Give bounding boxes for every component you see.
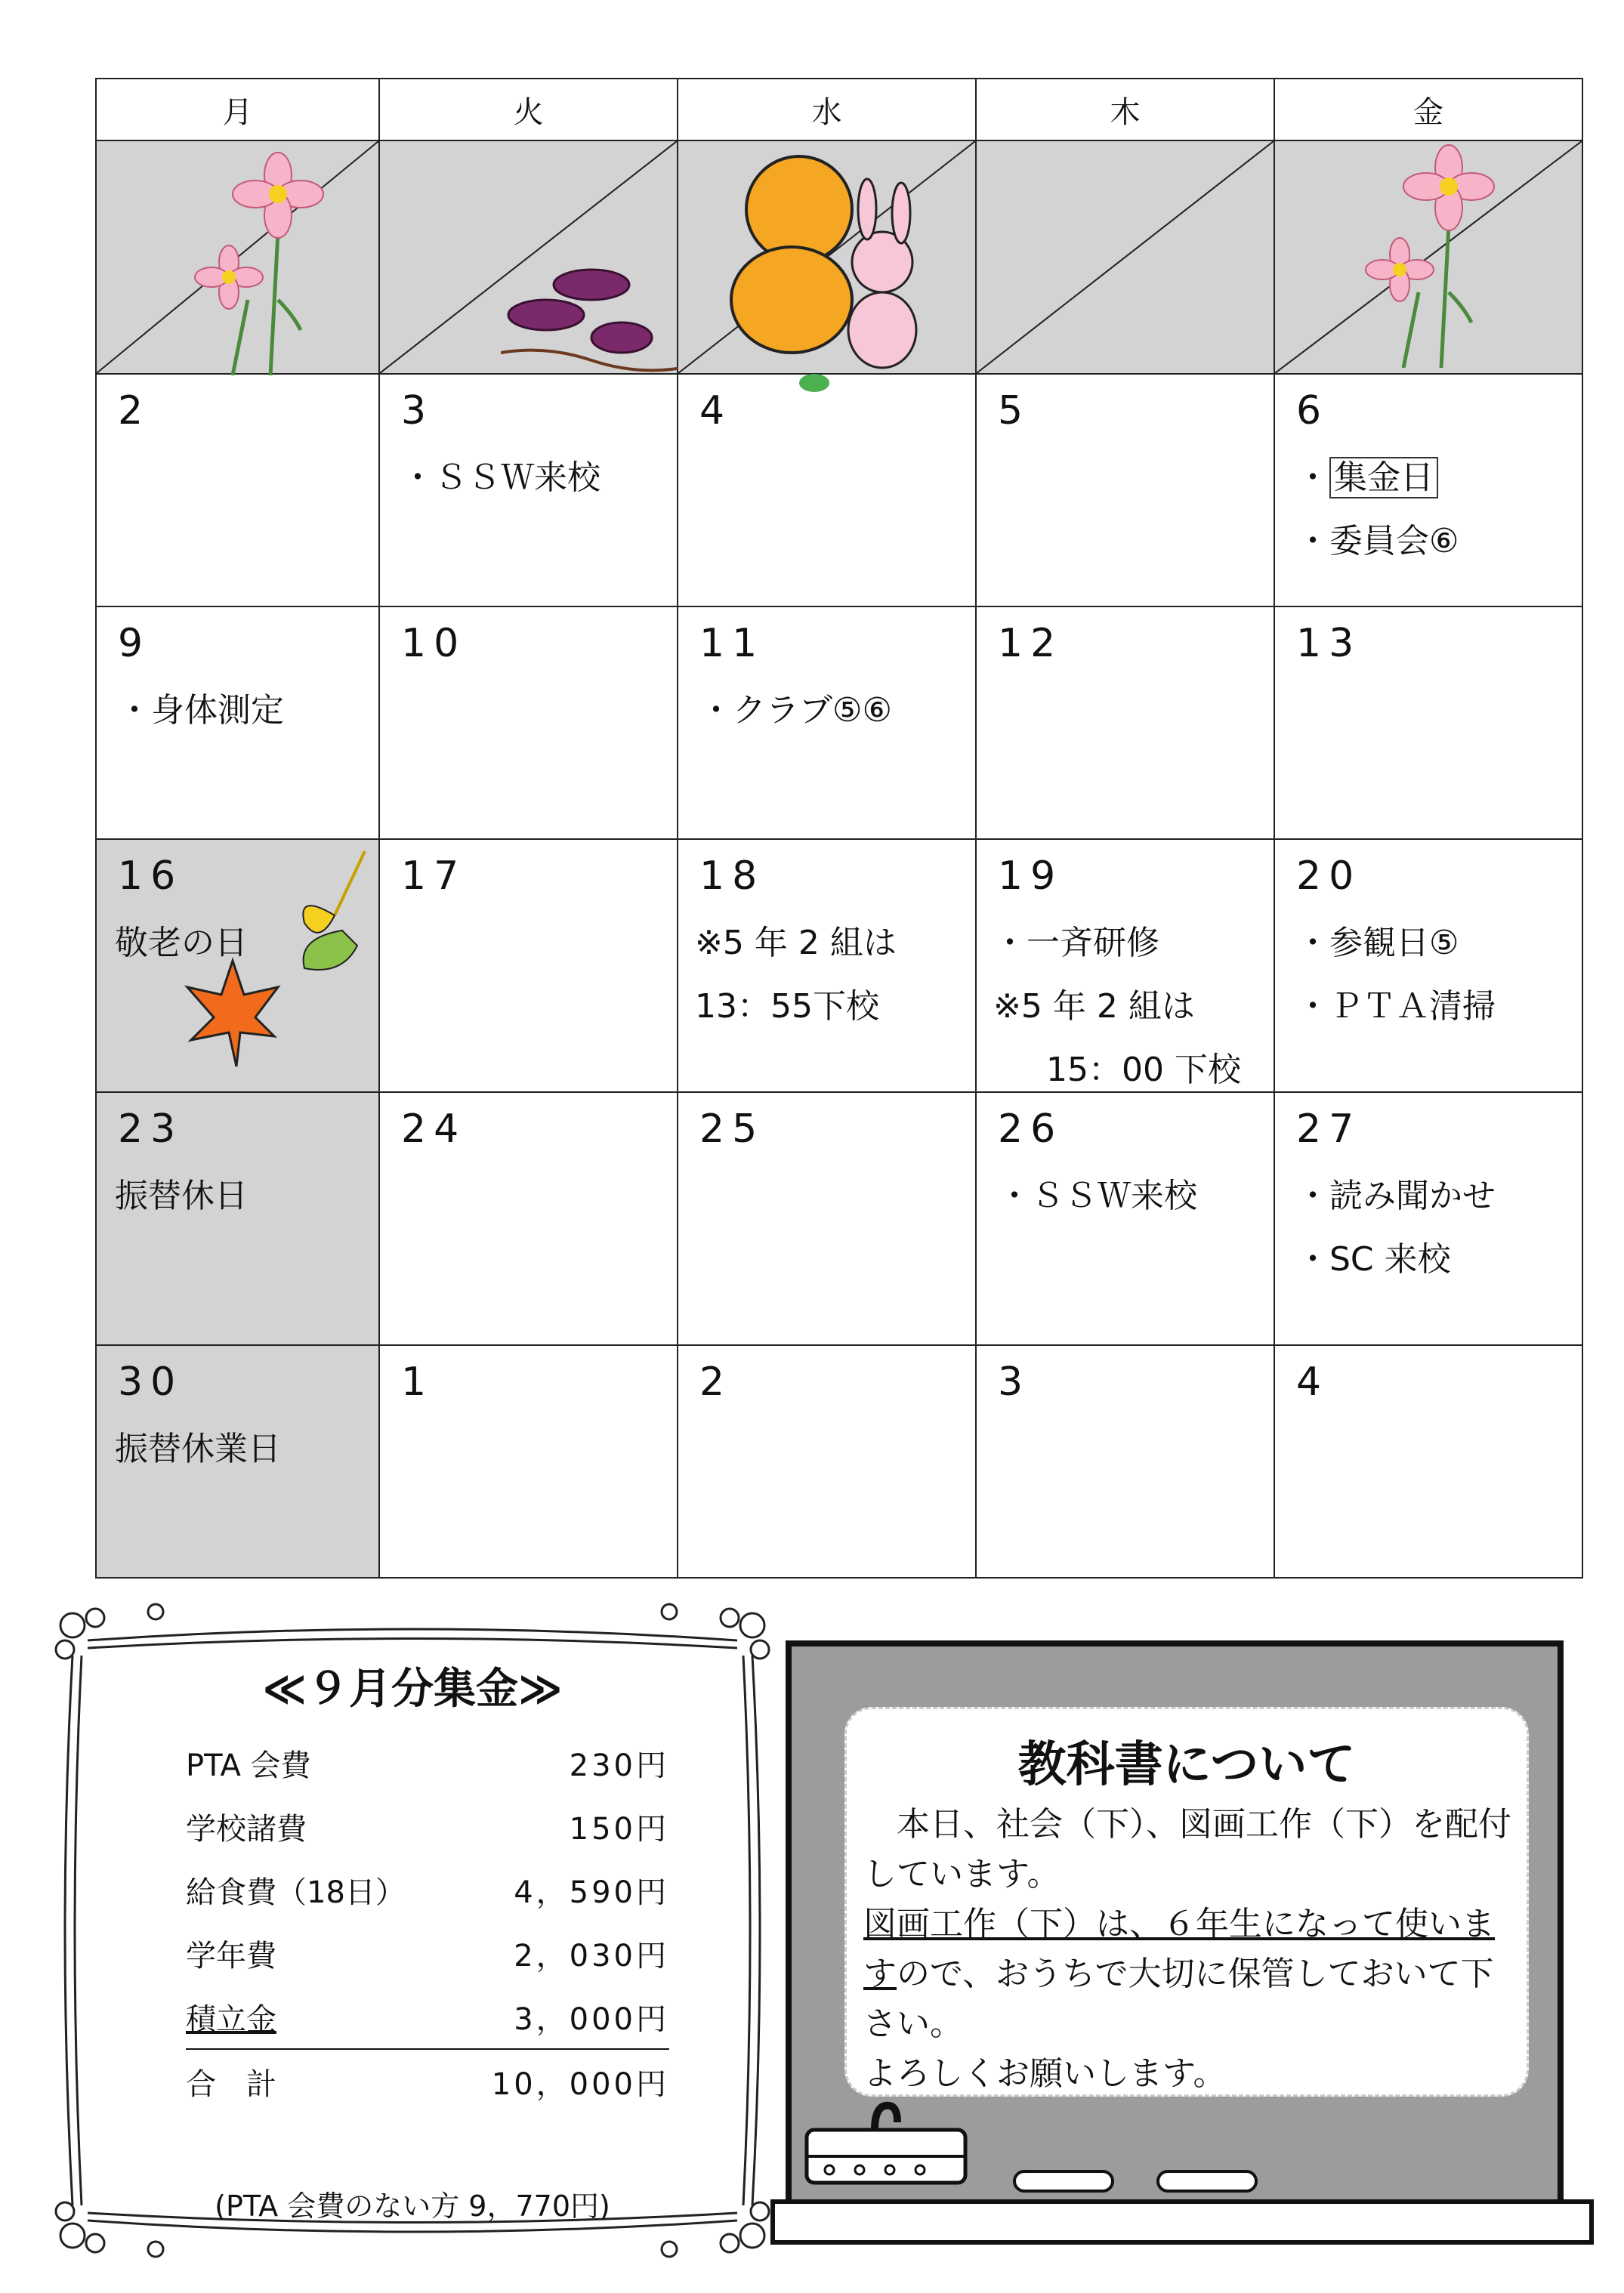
calendar-table	[95, 78, 1583, 1579]
event-text: ・ＰＴＡ清掃	[1296, 987, 1496, 1026]
day-number: 6	[1296, 388, 1329, 434]
collection-table	[186, 1731, 669, 2113]
day-number: 4	[1296, 1359, 1329, 1405]
chalk-tray	[770, 2199, 1594, 2245]
day-cell	[976, 1092, 1274, 1345]
eraser-icon	[799, 2100, 973, 2190]
week-row	[96, 1092, 1582, 1345]
chalk-icon	[1011, 2168, 1116, 2198]
day-cell	[379, 1092, 678, 1345]
day-number: 3	[998, 1359, 1031, 1405]
day-cell	[678, 606, 976, 839]
weekday-tue: 火	[379, 79, 678, 140]
day-cell	[976, 374, 1274, 606]
event-list	[993, 912, 1241, 1102]
notice-line: ので、おうちで大切に保管しておいて下さい。	[863, 1955, 1494, 2043]
event-text: ・委員会⑥	[1296, 522, 1459, 560]
fee-amount: 150円	[569, 1811, 669, 1847]
fee-label: 学年費	[186, 1938, 276, 1974]
day-cell	[1274, 839, 1582, 1092]
fee-label: 学校諸費	[186, 1811, 307, 1847]
weekday-wed: 水	[678, 79, 976, 140]
event-bullet: ・	[1296, 458, 1329, 497]
day-cell	[976, 1345, 1274, 1578]
empty-cell	[678, 140, 976, 374]
table-row	[186, 1921, 669, 1985]
day-cell	[379, 839, 678, 1092]
ginkgo-leaf-icon	[289, 847, 376, 983]
event-list	[695, 912, 897, 1038]
day-number: 11	[699, 621, 765, 666]
day-number: 25	[699, 1106, 765, 1152]
empty-cell	[379, 140, 678, 374]
notice-underlined-text: 図画工作（下）は、６年生になって使います	[863, 1905, 1495, 1993]
event-list	[1296, 912, 1496, 1038]
notice-paper	[844, 1707, 1529, 2097]
event-list	[401, 446, 601, 510]
fee-label: 積立金	[186, 2001, 276, 2037]
table-row	[186, 1985, 669, 2049]
day-cell	[678, 1092, 976, 1345]
table-row	[186, 1858, 669, 1921]
notice-title: 教科書について	[1017, 1737, 1356, 1793]
day-number: 13	[1296, 621, 1362, 666]
event-list	[699, 679, 892, 742]
fee-label: PTA 会費	[186, 1748, 311, 1783]
fee-amount: 230円	[569, 1748, 669, 1783]
bear-rabbit-icon	[709, 149, 965, 398]
event-text: ・身体測定	[118, 691, 284, 730]
notice-line: 本日、社会（下）、図画工作（下）を配付しています。	[863, 1805, 1511, 1893]
holiday-name: 振替休日	[115, 1177, 248, 1215]
day-number: 23	[118, 1106, 184, 1152]
total-amount: 10，000円	[453, 2049, 669, 2113]
day-cell	[976, 839, 1274, 1092]
event-text: ・クラブ⑤⑥	[699, 691, 892, 730]
day-number: 30	[118, 1359, 184, 1405]
day-cell	[976, 606, 1274, 839]
holiday-cell	[96, 839, 379, 1092]
event-text: ・参観日⑤	[1296, 924, 1459, 962]
day-number: 16	[118, 853, 184, 899]
day-number: 10	[401, 621, 467, 666]
sweet-potato-icon	[501, 255, 682, 375]
day-number: 9	[118, 621, 151, 666]
day-number: 19	[998, 853, 1064, 899]
event-text: ・SC 来校	[1296, 1240, 1451, 1279]
weekday-mon: 月	[96, 79, 379, 140]
day-number: 2	[699, 1359, 733, 1405]
day-number: 5	[998, 388, 1031, 434]
chalkboard	[786, 1640, 1564, 2214]
holiday-name: 敬老の日	[115, 924, 248, 962]
empty-cell	[1274, 140, 1582, 374]
event-text: ・ＳＳＷ来校	[998, 1177, 1197, 1215]
day-number: 4	[699, 388, 733, 434]
day-cell	[1274, 1345, 1582, 1578]
holiday-cell	[96, 1092, 379, 1345]
fee-amount: 4，590円	[514, 1875, 669, 1910]
collection-title: ≪９月分集金≫	[262, 1665, 563, 1714]
collection-note: (PTA 会費のない方 9，770円)	[215, 2190, 610, 2223]
table-row	[186, 1731, 669, 1795]
week-row	[96, 1345, 1582, 1578]
holiday-cell	[96, 1345, 379, 1578]
day-number: 3	[401, 388, 434, 434]
event-text: ・読み聞かせ	[1296, 1177, 1496, 1215]
collection-day-badge: 集金日	[1329, 457, 1438, 498]
notice-body	[863, 1800, 1513, 2099]
day-number: 18	[699, 853, 765, 899]
fee-amount: 2，030円	[514, 1938, 669, 1974]
cosmos-flower-icon	[1358, 141, 1509, 368]
day-cell	[1274, 1092, 1582, 1345]
day-number: 20	[1296, 853, 1362, 899]
fee-amount: 3，000円	[514, 2001, 669, 2037]
day-cell	[379, 606, 678, 839]
empty-cell	[96, 140, 379, 374]
day-number: 26	[998, 1106, 1064, 1152]
week-row	[96, 374, 1582, 606]
event-text: ※5 年 2 組は	[695, 924, 897, 962]
day-cell	[678, 1345, 976, 1578]
event-list	[115, 1165, 248, 1228]
day-number: 17	[401, 853, 467, 899]
previous-month-row	[96, 140, 1582, 374]
chalk-icon	[1154, 2168, 1260, 2198]
day-cell	[379, 1345, 678, 1578]
day-cell	[1274, 374, 1582, 606]
day-number: 12	[998, 621, 1064, 666]
weekday-fri: 金	[1274, 79, 1582, 140]
day-cell	[96, 374, 379, 606]
notice-line: よろしくお願いします。	[863, 2054, 1227, 2093]
day-cell	[379, 374, 678, 606]
cosmos-flower-icon	[187, 149, 338, 375]
event-text: ※5 年 2 組は	[993, 987, 1195, 1026]
day-number: 1	[401, 1359, 434, 1405]
event-list	[998, 1165, 1197, 1228]
event-list	[115, 1418, 281, 1481]
event-list	[1296, 446, 1459, 573]
event-text: ・ＳＳＷ来校	[401, 458, 601, 497]
day-number: 24	[401, 1106, 467, 1152]
day-number: 2	[118, 388, 151, 434]
holiday-name: 振替休業日	[115, 1430, 281, 1468]
event-text: 13：55下校	[695, 987, 879, 1026]
event-text: ・一斉研修	[993, 924, 1159, 962]
week-row	[96, 606, 1582, 839]
total-row	[186, 2049, 669, 2113]
week-row	[96, 839, 1582, 1092]
collection-notice	[42, 1595, 783, 2266]
table-row	[186, 1795, 669, 1858]
total-label: 合 計	[186, 2049, 453, 2113]
maple-leaf-icon	[180, 953, 286, 1074]
event-list	[118, 679, 284, 742]
weekday-header-row	[96, 79, 1582, 140]
weekday-thu: 木	[976, 79, 1274, 140]
fee-label: 給食費（18日）	[186, 1875, 406, 1910]
empty-cell	[976, 140, 1274, 374]
day-cell	[678, 839, 976, 1092]
textbook-notice-board	[786, 1640, 1594, 2248]
event-text: 15：00 下校	[1046, 1051, 1241, 1089]
day-cell	[96, 606, 379, 839]
event-list	[1296, 1165, 1496, 1292]
day-cell	[1274, 606, 1582, 839]
day-number: 27	[1296, 1106, 1362, 1152]
day-cell	[678, 374, 976, 606]
